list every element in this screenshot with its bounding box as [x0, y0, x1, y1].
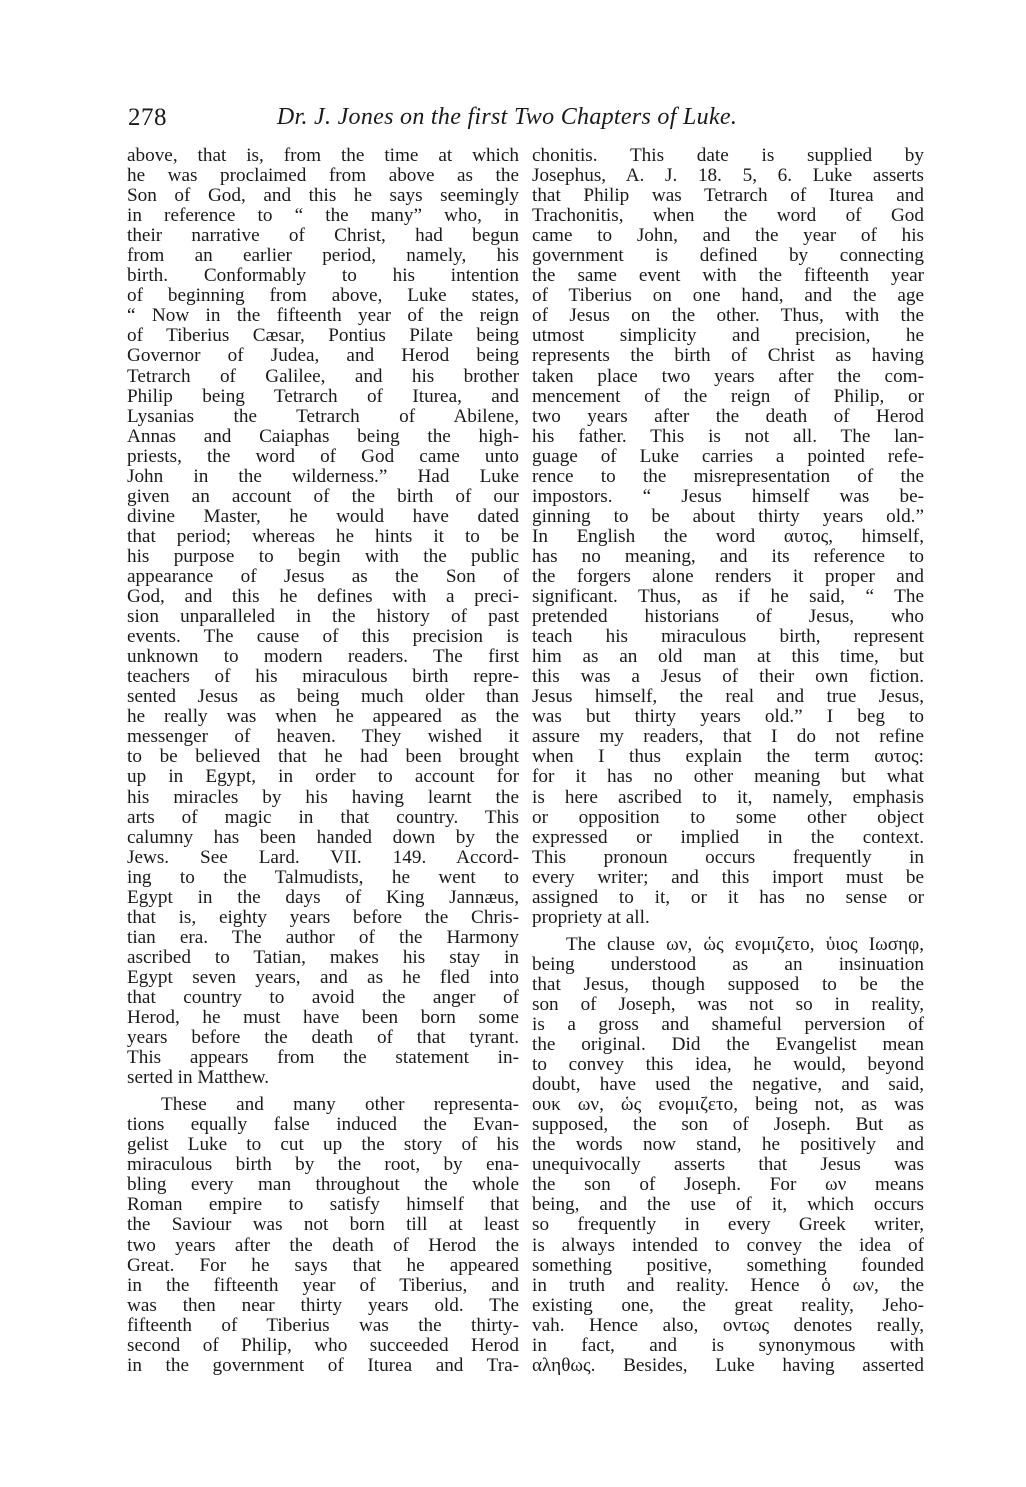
text-line: This appears from the statement in-: [127, 1048, 519, 1069]
text-line: Jesus himself, the real and true Jesus,: [532, 687, 924, 708]
text-line: taken place two years after the com-: [532, 366, 924, 387]
text-line: Egypt in the days of King Jannæus,: [127, 887, 519, 908]
text-line: ginning to be about thirty years old.”: [532, 506, 924, 527]
text-line: that is, eighty years before the Chris-: [127, 907, 519, 928]
text-line: Son of God, and this he says seemingly: [127, 186, 519, 207]
text-line: government is defined by connecting: [532, 246, 924, 267]
text-line: sion unparalleled in the history of past: [127, 607, 519, 628]
text-line: two years after the death of Herod: [532, 406, 924, 427]
right-text-column: [532, 146, 924, 1376]
text-line: him as an old man at this time, but: [532, 647, 924, 668]
text-line: ing to the Talmudists, he went to: [127, 867, 519, 888]
text-line: Tetrarch of Galilee, and his brother: [127, 366, 519, 387]
text-line: in the fifteenth year of Tiberius, and: [127, 1275, 519, 1296]
text-line: up in Egypt, in order to account for: [127, 767, 519, 788]
page-number: 278: [128, 104, 167, 131]
text-line: the original. Did the Evangelist mean: [532, 1035, 924, 1056]
text-line: Roman empire to satisfy himself that: [127, 1195, 519, 1216]
text-line: sented Jesus as being much older than: [127, 687, 519, 708]
text-line: of Tiberius Cæsar, Pontius Pilate being: [127, 326, 519, 347]
text-line: to be believed that he had been brought: [127, 747, 519, 768]
text-line: assigned to it, or it has no sense or: [532, 887, 924, 908]
text-line: he really was when he appeared as the: [127, 707, 519, 728]
text-line: This pronoun occurs frequently in: [532, 847, 924, 868]
text-line: in reference to “ the many” who, in: [127, 206, 519, 227]
text-line: the same event with the fifteenth year: [532, 266, 924, 287]
text-line: from an earlier period, namely, his: [127, 246, 519, 267]
text-line: that period; whereas he hints it to be: [127, 526, 519, 547]
text-line: miraculous birth by the root, by ena-: [127, 1155, 519, 1176]
running-title: Dr. J. Jones on the first Two Chapters of Luke.: [276, 104, 738, 130]
text-line: Herod, he must have been born some: [127, 1008, 519, 1029]
text-line: that country to avoid the anger of: [127, 987, 519, 1008]
text-line: tions equally false induced the Evan-: [127, 1115, 519, 1136]
text-line: this was a Jesus of their own fiction.: [532, 667, 924, 688]
text-line: supposed, the son of Joseph. But as: [532, 1115, 924, 1136]
text-line: calumny has been handed down by the: [127, 827, 519, 848]
text-line: son of Joseph, was not so in reality,: [532, 994, 924, 1015]
text-line: doubt, have used the negative, and said,: [532, 1075, 924, 1096]
text-line: in truth and reality. Hence ὁ ων, the: [532, 1275, 924, 1296]
text-line: unequivocally asserts that Jesus was: [532, 1155, 924, 1176]
text-line: Lysanias the Tetrarch of Abilene,: [127, 406, 519, 427]
text-line: bling every man throughout the whole: [127, 1175, 519, 1196]
text-line: of Tiberius on one hand, and the age: [532, 286, 924, 307]
text-line: rence to the misrepresentation of the: [532, 466, 924, 487]
text-line: of beginning from above, Luke states,: [127, 286, 519, 307]
text-line: In English the word αυτος, himself,: [532, 526, 924, 547]
text-line: came to John, and the year of his: [532, 226, 924, 247]
text-line: fifteenth of Tiberius was the thirty-: [127, 1315, 519, 1336]
text-line: every writer; and this import must be: [532, 867, 924, 888]
text-line: pretended historians of Jesus, who: [532, 607, 924, 628]
text-line: arts of magic in that country. This: [127, 807, 519, 828]
text-line: when I thus explain the term αυτος:: [532, 747, 924, 768]
text-line: being understood as an insinuation: [532, 954, 924, 975]
text-line: that Jesus, though supposed to be the: [532, 974, 924, 995]
text-line: mencement of the reign of Philip, or: [532, 386, 924, 407]
text-line: ascribed to Tatian, makes his stay in: [127, 947, 519, 968]
text-line: given an account of the birth of our: [127, 486, 519, 507]
text-line: gelist Luke to cut up the story of his: [127, 1135, 519, 1156]
text-line: “ Now in the fifteenth year of the reign: [127, 306, 519, 327]
text-line: messenger of heaven. They wished it: [127, 727, 519, 748]
text-line: being, and the use of it, which occurs: [532, 1195, 924, 1216]
text-line: his father. This is not all. The lan-: [532, 426, 924, 447]
text-line: was but thirty years old.” I beg to: [532, 707, 924, 728]
text-line: the words now stand, he positively and: [532, 1135, 924, 1156]
text-line: Jews. See Lard. VII. 149. Accord-: [127, 847, 519, 868]
text-line: Governor of Judea, and Herod being: [127, 346, 519, 367]
text-line: or opposition to some other object: [532, 807, 924, 828]
text-line: Josephus, A. J. 18. 5, 6. Luke asserts: [532, 166, 924, 187]
text-line: that Philip was Tetrarch of Iturea and: [532, 186, 924, 207]
text-line: Philip being Tetrarch of Iturea, and: [127, 386, 519, 407]
text-line: priests, the word of God came unto: [127, 446, 519, 467]
text-line: The clause ων, ὡς ενομιζετο, ὑιος Ιωσηφ,: [566, 934, 924, 955]
text-line: tian era. The author of the Harmony: [127, 927, 519, 948]
text-line: his purpose to begin with the public: [127, 546, 519, 567]
text-line: two years after the death of Herod the: [127, 1235, 519, 1256]
text-line: Annas and Caiaphas being the high-: [127, 426, 519, 447]
text-line: teach his miraculous birth, represent: [532, 627, 924, 648]
paragraph-gap: [127, 1088, 519, 1095]
text-line: impostors. “ Jesus himself was be-: [532, 486, 924, 507]
text-line: second of Philip, who succeeded Herod: [127, 1335, 519, 1356]
text-line: guage of Luke carries a pointed refe-: [532, 446, 924, 467]
text-line: the Saviour was not born till at least: [127, 1215, 519, 1236]
text-line: has no meaning, and its reference to: [532, 546, 924, 567]
text-line: so frequently in every Greek writer,: [532, 1215, 924, 1236]
text-line: ουκ ων, ὡς ενομιζετο, being not, as was: [532, 1095, 924, 1116]
text-line: represents the birth of Christ as having: [532, 346, 924, 367]
text-line: existing one, the great reality, Jeho-: [532, 1295, 924, 1316]
text-line: the forgers alone renders it proper and: [532, 566, 924, 587]
text-line: God, and this he defines with a preci-: [127, 587, 519, 608]
text-line: their narrative of Christ, had begun: [127, 226, 519, 247]
text-line: is here ascribed to it, namely, emphasis: [532, 787, 924, 808]
text-line: above, that is, from the time at which: [127, 146, 519, 166]
text-line: something positive, something founded: [532, 1255, 924, 1276]
text-line: years before the death of that tyrant.: [127, 1028, 519, 1049]
text-line: Trachonitis, when the word of God: [532, 206, 924, 227]
text-line: birth. Conformably to his intention: [127, 266, 519, 287]
text-line: is always intended to convey the idea of: [532, 1235, 924, 1256]
text-line: teachers of his miraculous birth repre-: [127, 667, 519, 688]
text-line: unknown to modern readers. The first: [127, 647, 519, 668]
text-line: he was proclaimed from above as the: [127, 166, 519, 187]
text-line: significant. Thus, as if he said, “ The: [532, 587, 924, 608]
text-line: for it has no other meaning but what: [532, 767, 924, 788]
text-line: was then near thirty years old. The: [127, 1295, 519, 1316]
left-text-column: [127, 146, 519, 1376]
page-header: [128, 104, 886, 140]
text-line: his miracles by his having learnt the: [127, 787, 519, 808]
text-line: propriety at all.: [532, 907, 650, 928]
text-line: αληθως. Besides, Luke having asserted: [532, 1355, 924, 1376]
text-line: Great. For he says that he appeared: [127, 1255, 519, 1276]
text-line: divine Master, he would have dated: [127, 506, 519, 527]
text-line: appearance of Jesus as the Son of: [127, 566, 519, 587]
text-line: assure my readers, that I do not refine: [532, 727, 924, 748]
text-line: Egypt seven years, and as he fled into: [127, 967, 519, 988]
text-line: serted in Matthew.: [127, 1068, 270, 1089]
text-line: is a gross and shameful perversion of: [532, 1015, 924, 1036]
text-line: utmost simplicity and precision, he: [532, 326, 924, 347]
text-line: in fact, and is synonymous with: [532, 1335, 924, 1356]
text-line: to convey this idea, he would, beyond: [532, 1055, 924, 1076]
text-line: events. The cause of this precision is: [127, 627, 519, 648]
text-line: of Jesus on the other. Thus, with the: [532, 306, 924, 327]
text-line: in the government of Iturea and Tra-: [127, 1355, 519, 1376]
text-line: vah. Hence also, οντως denotes really,: [532, 1315, 924, 1336]
text-line: the son of Joseph. For ων means: [532, 1175, 924, 1196]
paragraph-gap: [532, 928, 924, 935]
text-line: chonitis. This date is supplied by: [532, 146, 924, 166]
text-line: John in the wilderness.” Had Luke: [127, 466, 519, 487]
text-line: These and many other representa-: [161, 1095, 519, 1116]
text-line: expressed or implied in the context.: [532, 827, 924, 848]
